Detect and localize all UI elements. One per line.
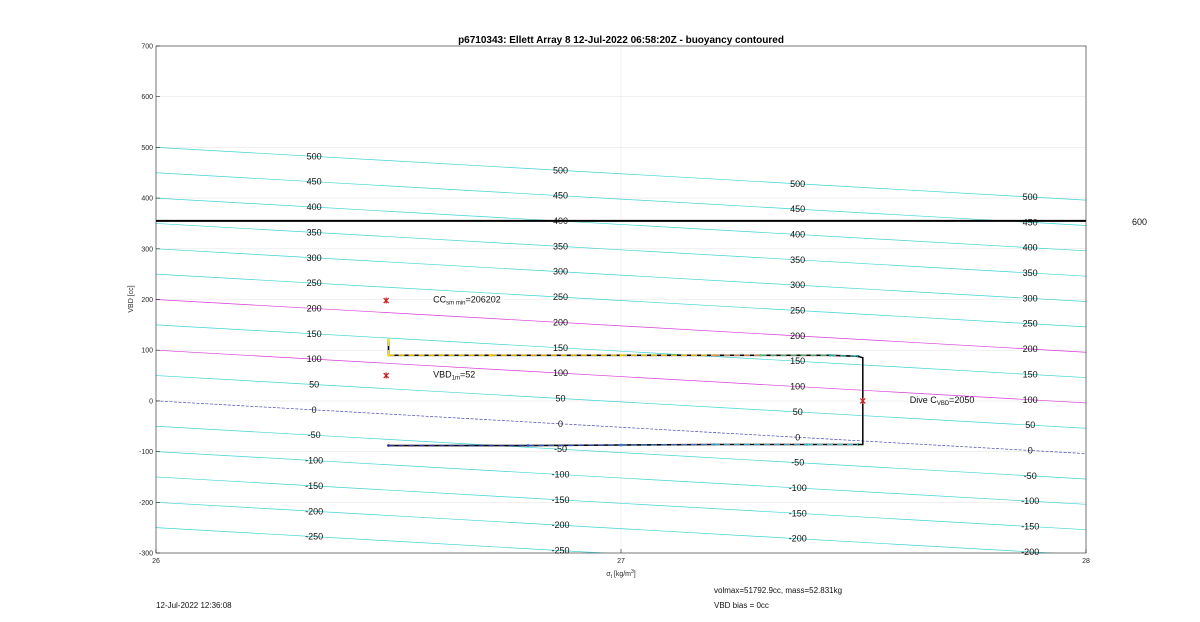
contour-label: 200 [790, 330, 806, 341]
contour-label: 400 [790, 229, 806, 240]
contour-label: 450 [790, 204, 806, 215]
contour-label: -150 [788, 508, 807, 519]
contour-label: -100 [305, 455, 324, 466]
contour-label: 100 [790, 381, 806, 392]
contour-label: -50 [1023, 470, 1037, 481]
contour-label: -250 [551, 545, 570, 556]
contour-label: -200 [305, 506, 324, 517]
contour-label: 0 [311, 404, 317, 415]
contour-label: 150 [1022, 369, 1038, 380]
y-tick-label: -300 [138, 550, 153, 558]
contour-label: 350 [1022, 268, 1038, 279]
marker-annotation-sub: 1m [451, 375, 461, 382]
y-tick-label: -100 [138, 449, 153, 457]
contour-label: -200 [551, 520, 570, 531]
contour-label: 200 [553, 317, 569, 328]
contour-label: 150 [553, 342, 569, 353]
series-climb-point [620, 354, 623, 357]
contour-label: 50 [309, 379, 320, 390]
contour-label: 350 [790, 254, 806, 265]
series-dive-point [713, 443, 716, 446]
y-axis-label: VBD [cc] [128, 285, 135, 313]
contour-label: 200 [1022, 344, 1038, 355]
contour-line [156, 578, 1086, 622]
contour-label: 500 [790, 178, 806, 189]
x-axis-label [606, 569, 636, 580]
series-climb-point [829, 354, 832, 357]
contour-label: 0 [1027, 445, 1033, 456]
contour-label: -50 [791, 457, 805, 468]
marker-annotation-main: VBD [433, 369, 452, 380]
series-dive-point [527, 444, 530, 447]
contour-label: -200 [1021, 546, 1040, 557]
contour-label: 400 [553, 216, 569, 227]
series-dive-point [387, 444, 390, 447]
series-climb-point [713, 354, 716, 357]
contour-label: 450 [553, 190, 569, 201]
x-tick-label: 26 [152, 558, 160, 565]
contour-label: 250 [1022, 318, 1038, 329]
contour-label: 200 [306, 303, 322, 314]
contour-label: 150 [306, 328, 322, 339]
y-tick-label: 200 [141, 297, 153, 304]
x-tick-label: 28 [1082, 558, 1090, 565]
contour-label: 400 [1022, 242, 1038, 253]
footer-volmax-mass: volmax=51792.9cc, mass=52.831kg [714, 586, 843, 595]
contour-label: 300 [790, 280, 806, 291]
contour-label: 250 [306, 278, 322, 289]
contour-label: 500 [306, 151, 322, 162]
horizontal-line-label: 600 [1132, 216, 1148, 227]
series-climb-point [387, 339, 390, 342]
y-tick-label: -200 [138, 499, 153, 507]
contour-label: 100 [306, 354, 322, 365]
series-climb-point [489, 354, 492, 357]
contour-label: 450 [306, 176, 322, 187]
contour-label: 500 [1022, 191, 1038, 202]
contour-label: 50 [1025, 420, 1036, 431]
contour-label: -100 [1021, 496, 1040, 507]
marker-annotation-sub: VBD [936, 400, 950, 407]
contour-label: 300 [1022, 293, 1038, 304]
contour-label: 100 [1022, 394, 1038, 405]
contour-label: 350 [553, 241, 569, 252]
contour-label: -200 [788, 533, 807, 544]
contour-label: 50 [555, 393, 566, 404]
x-axis-label-units-prefix: [kg/m [611, 571, 632, 578]
x-axis-label-units-suffix: ] [633, 571, 636, 578]
marker-annotation-value: =2050 [949, 394, 975, 405]
contour-label: -150 [305, 480, 324, 491]
y-tick-label: 600 [141, 94, 153, 102]
y-tick-label: 400 [141, 195, 153, 203]
marker-annotation-main: CC [433, 294, 447, 305]
contour-label: -100 [551, 469, 570, 480]
footer-vbd-bias: VBD bias = 0cc [714, 601, 769, 610]
contour-label: -50 [554, 444, 568, 455]
contour-label: 250 [790, 305, 806, 316]
series-dive-point [806, 443, 809, 446]
contour-label: -150 [1021, 521, 1040, 532]
contour-label: 300 [553, 266, 569, 277]
series-climb-point [387, 354, 390, 357]
series-climb-point [759, 354, 762, 357]
contour-label: -100 [788, 482, 807, 493]
x-tick-label: 27 [617, 558, 625, 565]
x-axis-label-main: σ [606, 571, 611, 578]
marker-annotation-value: =52 [460, 369, 476, 380]
contour-label: 0 [558, 418, 564, 429]
x-axis-label-sub: t [610, 574, 612, 580]
contour-label: -50 [307, 430, 321, 441]
contour-label: 500 [553, 165, 569, 176]
marker-annotation-value: =206202 [465, 294, 501, 305]
contour-label: 300 [306, 252, 322, 263]
contour-label: 450 [1022, 217, 1038, 228]
y-tick-label: 700 [141, 43, 153, 51]
contour-label: -250 [305, 531, 324, 542]
contour-label: -150 [551, 494, 570, 505]
series-dive-point [620, 444, 623, 447]
marker-annotation-main: Dive C [909, 394, 937, 405]
contour-label: 0 [795, 432, 801, 443]
contour-label: 400 [306, 202, 322, 213]
contour-label: 150 [790, 356, 806, 367]
chart-title: p6710343: Ellett Array 8 12-Jul-2022 06:58:20Z - buoyancy contoured [458, 35, 784, 46]
marker-annotation-sub: sm min [446, 300, 466, 307]
y-tick-label: 0 [149, 398, 153, 406]
contour-label: 100 [553, 368, 569, 379]
y-tick-label: 300 [141, 246, 153, 254]
y-tick-label: 100 [141, 347, 153, 355]
x-axis-label-units-sup: 3 [631, 569, 634, 575]
footer-timestamp: 12-Jul-2022 12:36:08 [156, 601, 232, 610]
contour-label: 250 [553, 292, 569, 303]
contour-label: 350 [306, 227, 322, 238]
contour-label: 50 [792, 406, 803, 417]
y-tick-label: 500 [141, 144, 153, 152]
